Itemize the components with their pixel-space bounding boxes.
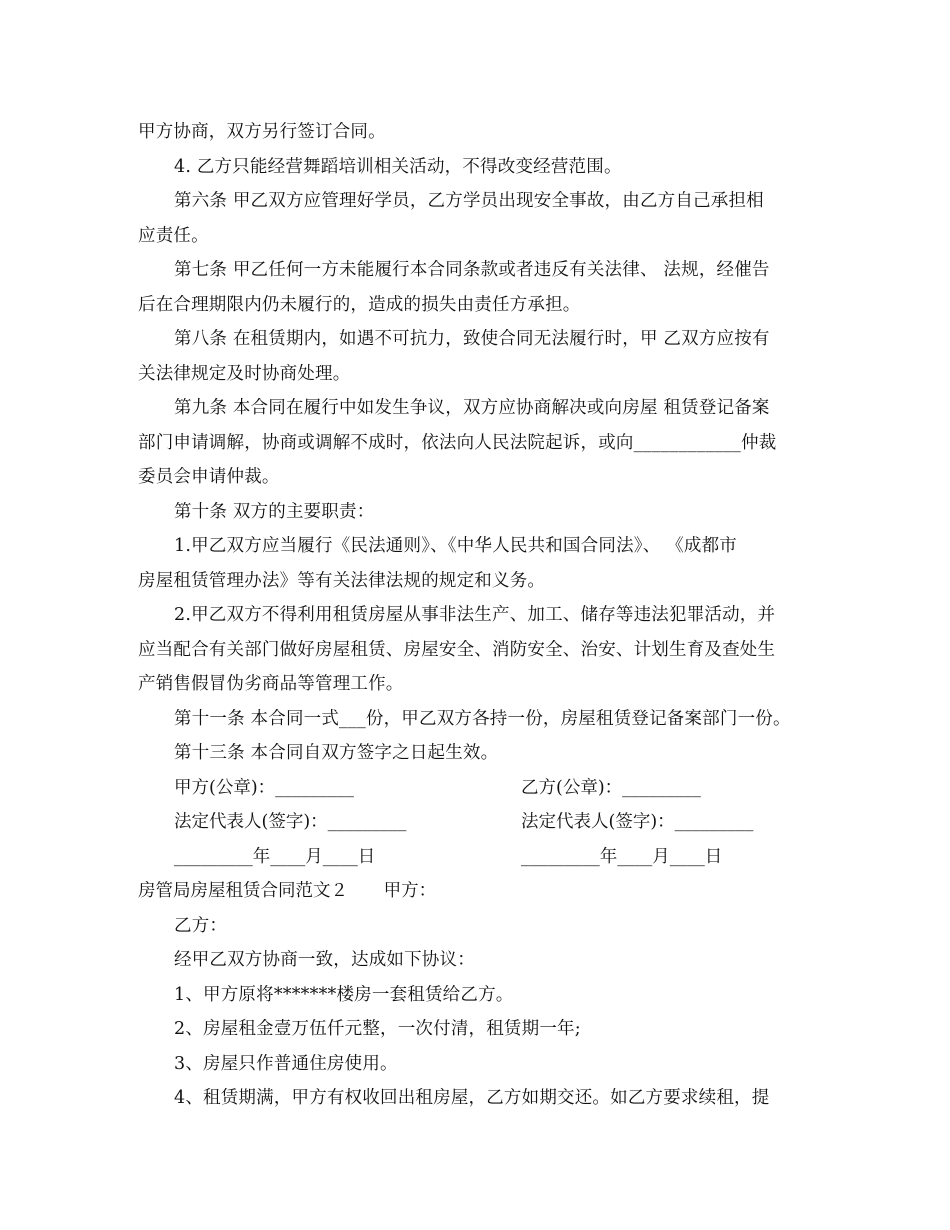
article-11-line: 第十一条 本合同一式___份，甲乙双方各持一份，房屋租赁登记备案部门一份。 (174, 708, 791, 729)
party-b-representative-field: 法定代表人(签字)：_________ (521, 812, 754, 832)
article-8-line: 第八条 在租赁期内，如遇不可抗力，致使合同无法履行时，甲 乙双方应按有 (174, 329, 770, 349)
paragraph-line: 后在合理期限内仍未履行的，造成的损失由责任方承担。 (138, 294, 581, 315)
paragraph-line: 甲方协商，双方另行签订合同。 (138, 122, 386, 142)
second-contract-item: 3、房屋只作普通住房使用。 (174, 1053, 398, 1074)
paragraph-line: 产销售假冒伪劣商品等管理工作。 (138, 674, 404, 694)
paragraph-line: 关法律规定及时协商处理。 (138, 363, 351, 384)
second-contract-title-row (138, 874, 818, 909)
second-contract-party-b: 乙方： (174, 915, 228, 936)
paragraph-line: 1.甲乙双方应当履行《民法通则》、《中华人民共和国合同法》、 《成都市 (174, 536, 738, 556)
party-b-seal-field: 乙方(公章)：_________ (521, 777, 701, 798)
paragraph-line: 2.甲乙双方不得利用租赁房屋从事非法生产、加工、储存等违法犯罪活动，并 (174, 605, 776, 625)
party-a-representative-field: 法定代表人(签字)：_________ (174, 812, 407, 832)
signature-rep-row (138, 805, 818, 840)
article-7-line: 第七条 甲乙任何一方未能履行本合同条款或者违反有关法律、 法规，经催告 (174, 260, 770, 280)
party-a-date-field: _________年____月____日 (174, 846, 376, 867)
paragraph-line: 应当配合有关部门做好房屋租赁、房屋安全、消防安全、治安、计划生育及查处生 (138, 639, 776, 660)
signature-seal-row (138, 771, 818, 806)
paragraph-line: 4. 乙方只能经营舞蹈培训相关活动，不得改变经营范围。 (174, 156, 622, 177)
second-contract-item: 1、甲方原将*******楼房一套租赁给乙方。 (174, 984, 514, 1005)
document-body (138, 115, 818, 1116)
paragraph-line: 应责任。 (138, 225, 209, 246)
article-10-heading: 第十条 双方的主要职责： (174, 501, 375, 522)
second-contract-party-a: 甲方： (383, 881, 437, 901)
second-contract-item: 2、房屋租金壹万伍仟元整，一次付清，租赁期一年; (174, 1019, 581, 1039)
party-a-seal-field: 甲方(公章)：_________ (174, 777, 354, 798)
signature-date-row (138, 840, 818, 875)
party-b-date-field: _________年____月____日 (521, 846, 723, 867)
paragraph-line: 委员会申请仲裁。 (138, 467, 280, 487)
paragraph-line: 房屋租赁管理办法》等有关法律法规的规定和义务。 (138, 570, 546, 591)
paragraph-line: 部门申请调解，协商或调解不成时，依法向人民法院起诉，或向____________仲裁 (138, 432, 777, 453)
second-contract-title: 房管局房屋租赁合同范文２ (138, 881, 348, 901)
second-contract-item: 4、租赁期满，甲方有权收回出租房屋，乙方如期交还。如乙方要求续租，提 (174, 1088, 770, 1108)
article-13-line: 第十三条 本合同自双方签字之日起生效。 (174, 743, 499, 763)
article-9-line: 第九条 本合同在履行中如发生争议，双方应协商解决或向房屋 租赁登记备案 (174, 398, 770, 418)
second-contract-intro: 经甲乙双方协商一致，达成如下协议： (174, 950, 475, 970)
article-6-line: 第六条 甲乙双方应管理好学员，乙方学员出现安全事故，由乙方自己承担相 (174, 191, 764, 211)
